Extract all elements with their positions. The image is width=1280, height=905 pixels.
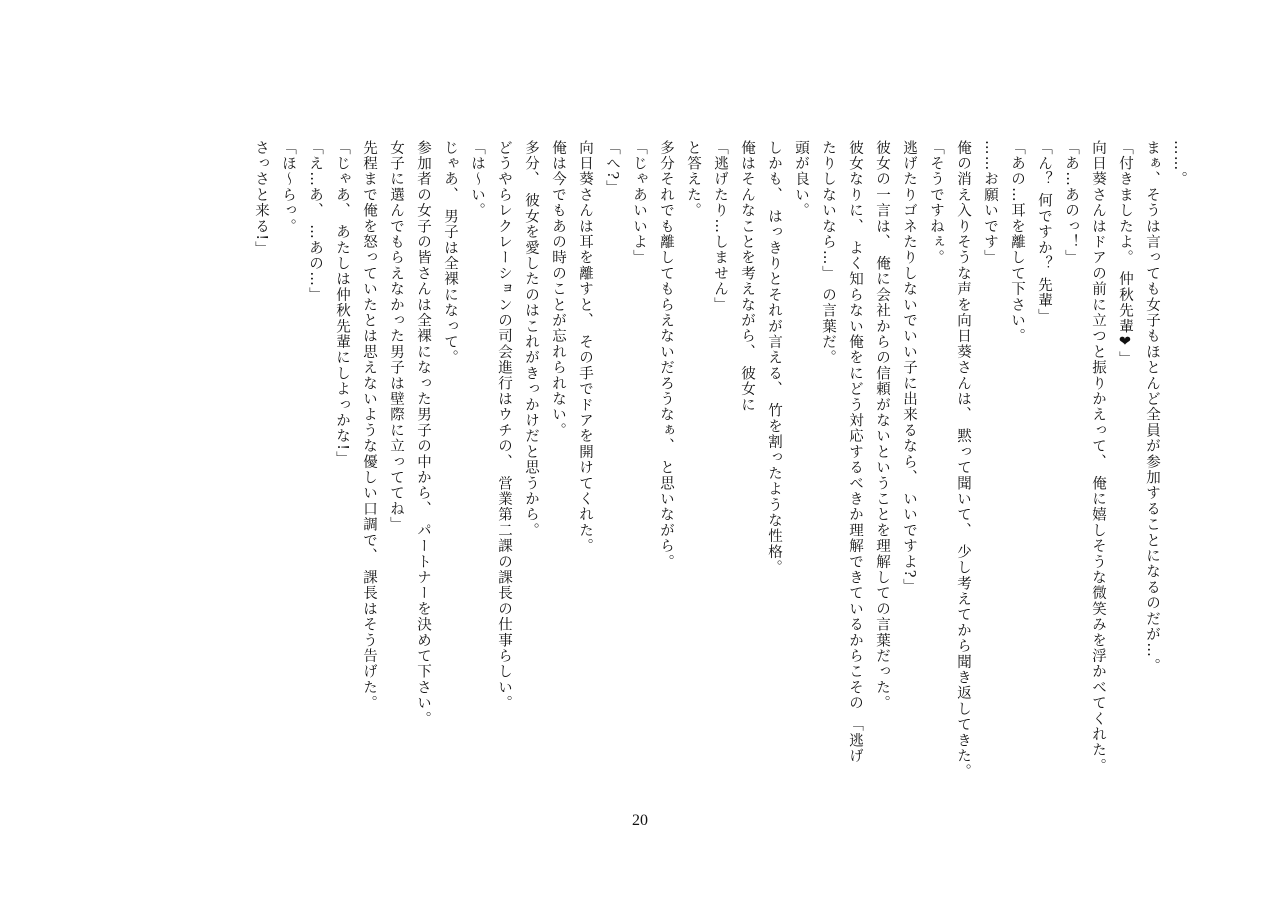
text-line: 「ん？ 何ですか？ 先輩」 <box>1036 140 1052 325</box>
text-line: 「あの…耳を離して下さい。 <box>1009 140 1025 345</box>
text-line: 「そうですねぇ。 <box>928 140 944 266</box>
text-line: 逃げたりゴネたりしないでいい子に出来るなら、 いいですよ?」 <box>901 140 917 595</box>
text-line: さっさと来る!」 <box>253 140 269 257</box>
text-line: 向日葵さんは耳を離すと、 その手でドアを開けてくれた。 <box>577 140 593 555</box>
text-line: 俺はそんなことを考えながら、 彼女に <box>739 140 755 413</box>
vertical-text-body <box>247 140 1192 780</box>
text-line: 「え…あ、 …あの…」 <box>307 140 323 303</box>
text-line: 「は〜い。 <box>469 140 485 219</box>
text-line: どうやらレクレーションの司会進行はウチの、 営業第二課の課長の仕事らしい。 <box>496 140 512 712</box>
page-number: 20 <box>632 812 648 829</box>
text-line: しかも、 はっきりとそれが言える、 竹を割ったような性格。 <box>766 140 782 576</box>
text-line: 彼女の一言は、 俺に会社からの信頼がないということを理解しての言葉だった。 <box>874 140 890 712</box>
text-line: じゃあ、 男子は全裸になって。 <box>442 140 458 366</box>
text-line: 女子に選んでもらえなかった男子は壁際に立っててね」 <box>388 140 404 533</box>
text-line: 「へ?」 <box>604 140 620 197</box>
text-line: 「付きましたよ。 仲秋先輩❤」 <box>1117 140 1133 368</box>
text-line: 俺の消え入りそうな声を向日葵さんは、 黙って聞いて、 少し考えてから聞き返してきた。 <box>955 140 971 780</box>
text-line: ……。 <box>1171 140 1187 188</box>
text-line: 頭が良い。 <box>793 140 809 219</box>
text-line: 向日葵さんはドアの前に立つと振りかえって、 俺に嬉しそうな微笑みを浮かべてくれた。 <box>1090 140 1106 774</box>
text-line: 俺は今でもあの時のことが忘れられない。 <box>550 140 566 439</box>
text-line: 「あ…あのっ！」 <box>1063 140 1079 266</box>
text-line: 先程まで俺を怒っていたとは思えないような優しい口調で、 課長はそう告げた。 <box>361 140 377 712</box>
text-line: 多分それでも離してもらえないだろうなぁ、 と思いながら。 <box>658 140 674 570</box>
text-line: 彼女なりに、 よく知らない俺をにどう対応するべきか理解できているからこその 「逃げ <box>847 140 863 764</box>
text-line: 「じゃあ、 あたしは仲秋先輩にしよっかな!」 <box>334 140 350 467</box>
text-line: ……お願いです」 <box>982 140 998 266</box>
text-line: 多分、 彼女を愛したのはこれがきっかけだと思うから。 <box>523 140 539 539</box>
text-line: たりしないなら…」 の言葉だ。 <box>820 140 836 366</box>
text-line: まぁ、そうは言っても女子もほとんど全員が参加することになるのだが…。 <box>1144 140 1160 674</box>
text-line: 「ほ〜らっ。 <box>280 140 296 235</box>
text-line: 「逃げたり…しません」 <box>712 140 728 313</box>
text-line: 参加者の女子の皆さんは全裸になった男子の中から、 パートナーを決めて下さい。 <box>415 140 431 727</box>
text-line: 「じゃあいいよ」 <box>631 140 647 266</box>
text-line: と答えた。 <box>685 140 701 219</box>
